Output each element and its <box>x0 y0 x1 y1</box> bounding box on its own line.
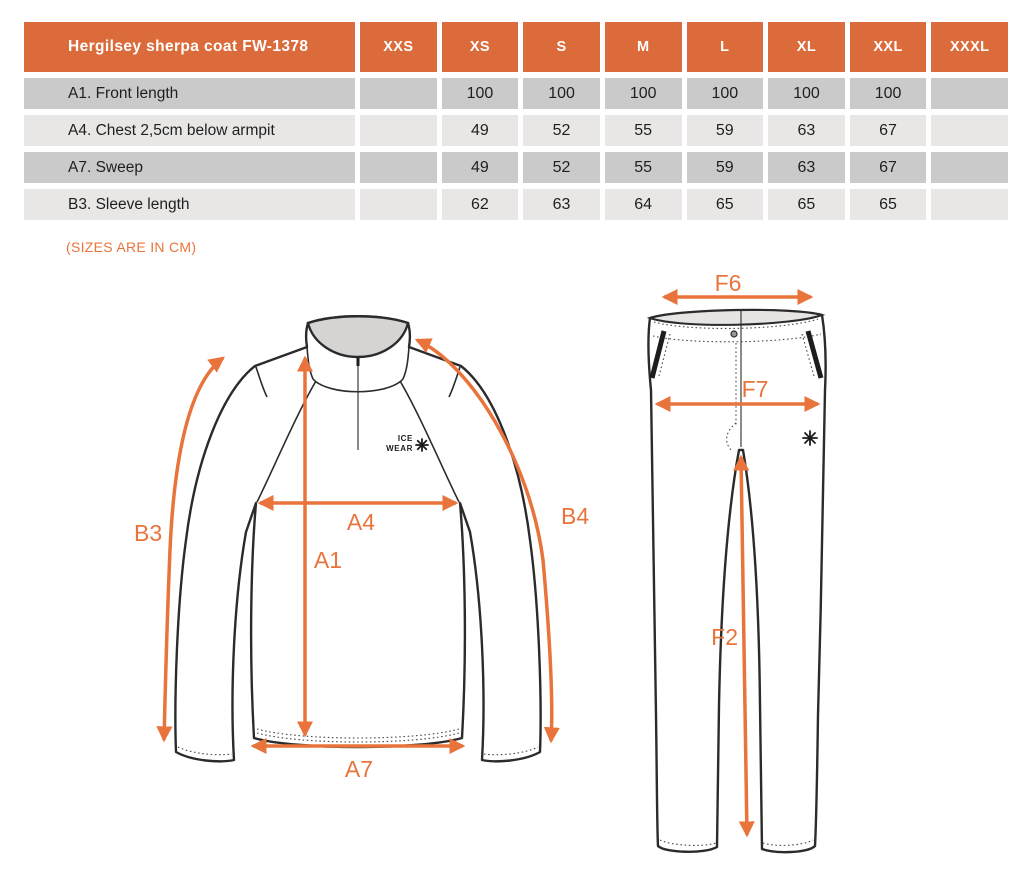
cell-b3-s: 63 <box>523 189 600 220</box>
cell-a1-xxxl <box>931 78 1008 109</box>
row-label-a7: A7. Sweep <box>24 152 355 183</box>
column-header-xxs: XXS <box>360 22 437 72</box>
cell-a1-xs: 100 <box>442 78 519 109</box>
measurement-arrow-f2 <box>741 457 747 835</box>
row-label-b3: B3. Sleeve length <box>24 189 355 220</box>
waist-button <box>731 331 737 337</box>
cell-a7-m: 55 <box>605 152 682 183</box>
column-header-xxxl: XXXL <box>931 22 1008 72</box>
pants-outline <box>648 310 825 852</box>
arrow-label-a7: A7 <box>344 756 374 782</box>
arrow-label-f7: F7 <box>741 376 769 402</box>
cell-a1-xxl: 100 <box>850 78 927 109</box>
cell-b3-xl: 65 <box>768 189 845 220</box>
arrow-label-a1: A1 <box>313 547 343 573</box>
cell-a7-xxl: 67 <box>850 152 927 183</box>
cell-a7-l: 59 <box>687 152 764 183</box>
column-header-l: L <box>687 22 764 72</box>
row-label-a1: A1. Front length <box>24 78 355 109</box>
cell-a7-s: 52 <box>523 152 600 183</box>
cell-b3-xxl: 65 <box>850 189 927 220</box>
cell-a7-xl: 63 <box>768 152 845 183</box>
cell-a4-xxl: 67 <box>850 115 927 146</box>
cell-a4-xxs <box>360 115 437 146</box>
arrow-label-b3: B3 <box>134 520 163 546</box>
column-header-xl: XL <box>768 22 845 72</box>
cell-a4-l: 59 <box>687 115 764 146</box>
logo-line-2: WEAR <box>386 444 413 453</box>
arrow-label-b4: B4 <box>561 503 590 529</box>
arrow-label-f6: F6 <box>714 275 742 296</box>
cell-a7-xxs <box>360 152 437 183</box>
cell-a7-xxxl <box>931 152 1008 183</box>
cell-a4-m: 55 <box>605 115 682 146</box>
cell-b3-l: 65 <box>687 189 764 220</box>
column-header-xxl: XXL <box>850 22 927 72</box>
cell-a1-xl: 100 <box>768 78 845 109</box>
column-header-xs: XS <box>442 22 519 72</box>
snowflake-icon <box>416 439 428 451</box>
sizes-note: (SIZES ARE IN CM) <box>66 239 197 255</box>
cell-a1-l: 100 <box>687 78 764 109</box>
cell-a4-xxxl <box>931 115 1008 146</box>
arrow-label-f2: F2 <box>711 624 738 650</box>
cell-b3-xs: 62 <box>442 189 519 220</box>
cell-a1-s: 100 <box>523 78 600 109</box>
pants-diagram <box>620 275 835 865</box>
column-header-s: S <box>523 22 600 72</box>
jacket-diagram <box>130 300 600 790</box>
snowflake-icon <box>803 431 817 445</box>
cell-a1-m: 100 <box>605 78 682 109</box>
cell-b3-xxs <box>360 189 437 220</box>
table-title: Hergilsey sherpa coat FW-1378 <box>24 22 355 72</box>
column-header-m: M <box>605 22 682 72</box>
cell-a4-xl: 63 <box>768 115 845 146</box>
cell-a4-xs: 49 <box>442 115 519 146</box>
row-label-a4: A4. Chest 2,5cm below armpit <box>24 115 355 146</box>
logo-line-1: ICE <box>397 434 413 443</box>
arrow-label-a4: A4 <box>346 509 376 535</box>
cell-a1-xxs <box>360 78 437 109</box>
cell-a7-xs: 49 <box>442 152 519 183</box>
cell-b3-xxxl <box>931 189 1008 220</box>
cell-a4-s: 52 <box>523 115 600 146</box>
cell-b3-m: 64 <box>605 189 682 220</box>
size-table <box>24 22 1008 220</box>
